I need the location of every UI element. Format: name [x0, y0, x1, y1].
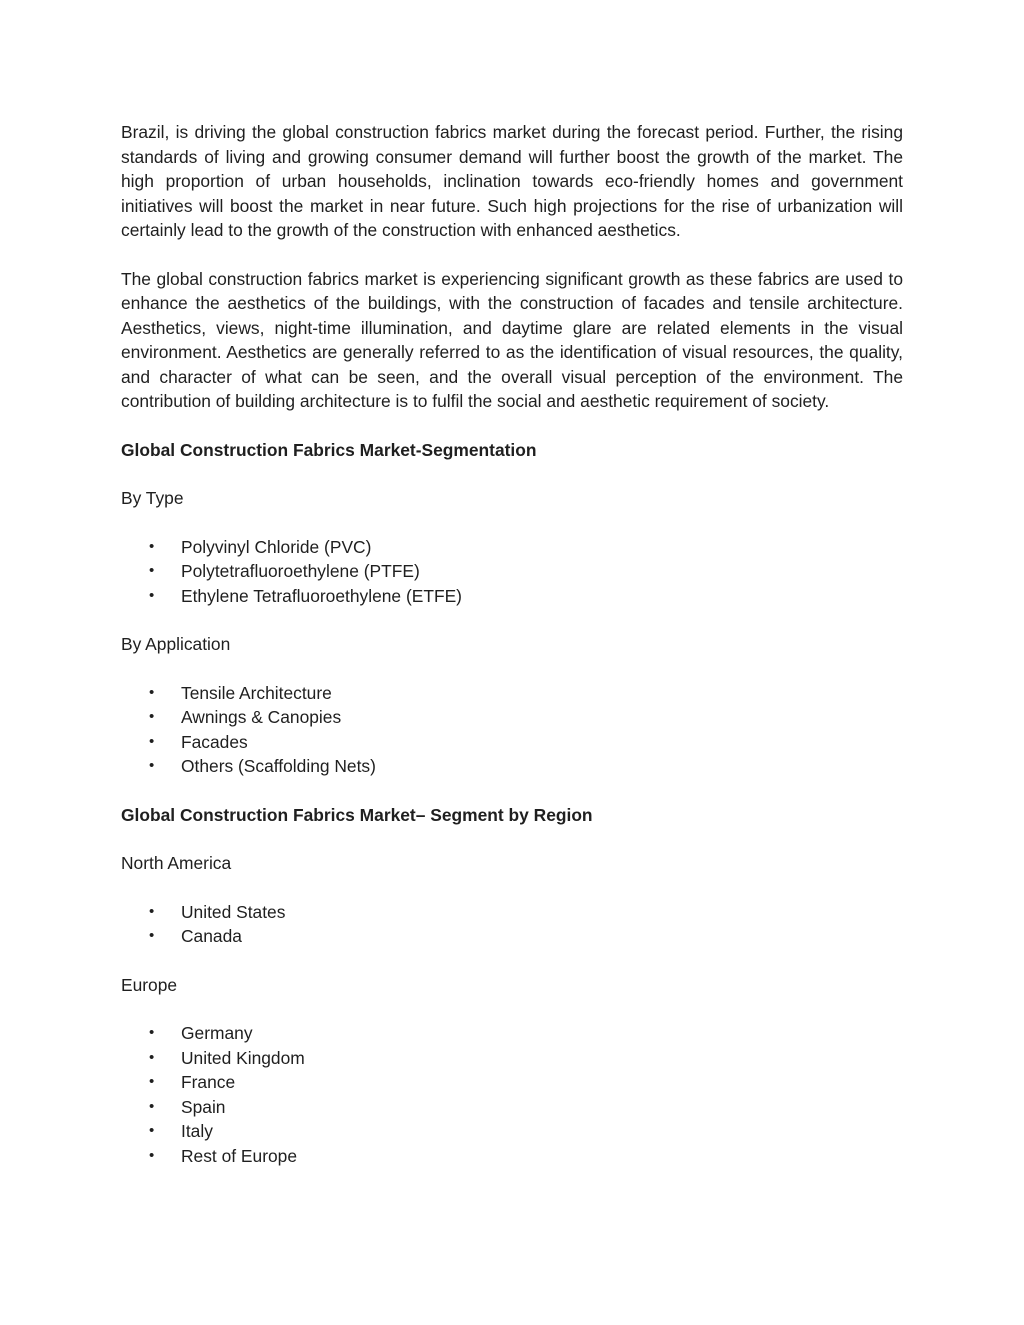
bullet-icon: •: [149, 1048, 155, 1066]
bullet-icon: •: [149, 927, 155, 944]
north-america-list: [121, 900, 903, 949]
list-item: • Facades: [121, 730, 903, 755]
north-america-label: North America: [121, 853, 232, 873]
intro-paragraph: Brazil, is driving the global construction fabrics market during the forecast period. Further, the rising standards of living and growing consumer demand will further boost the growth of the market. The high proportion of urban households, inclination towards eco-friendly homes and government initiatives will boost the market in near future. Such high projections for the rise of urbanization will certainly lead to the growth of the construction with enhanced aesthetics.: [121, 122, 903, 240]
region-heading: Global Construction Fabrics Market– Segment by Region: [121, 804, 593, 825]
list-item: • Polyvinyl Chloride (PVC): [121, 535, 903, 560]
list-item: • France: [121, 1070, 903, 1095]
list-item: • United Kingdom: [121, 1046, 903, 1071]
list-item: • Awnings & Canopies: [121, 705, 903, 730]
list-item: • Italy: [121, 1119, 903, 1144]
bullet-icon: •: [149, 586, 155, 604]
bullet-icon: •: [149, 683, 155, 701]
bullet-icon: •: [149, 757, 155, 774]
list-item: • Rest of Europe: [121, 1144, 903, 1169]
bullet-icon: •: [149, 1097, 155, 1115]
europe-label: Europe: [121, 974, 178, 995]
by-application-label: By Application: [121, 634, 231, 654]
bullet-icon: •: [149, 537, 155, 555]
list-item: • Spain: [121, 1095, 903, 1120]
list-item: • Ethylene Tetrafluoroethylene (ETFE): [121, 584, 903, 609]
list-item: • Others (Scaffolding Nets): [121, 754, 903, 779]
bullet-icon: •: [149, 1024, 155, 1041]
by-type-list: [121, 535, 903, 609]
bullet-icon: •: [149, 902, 155, 920]
bullet-icon: •: [149, 1122, 155, 1139]
bullet-icon: •: [149, 708, 155, 725]
list-item: • United States: [121, 900, 903, 925]
list-item: • Canada: [121, 924, 903, 949]
aesthetics-paragraph: The global construction fabrics market is experiencing significant growth as these fabrics are used to enhance the aesthetics of the buildings, with the construction of facades and tensile architecture. Aesthetics, views, night-time illumination, and daytime glare are related elements in the visual environment. Aesthetics are generally referred to as the identification of visual resources, the quality, and character of what can be seen, and the overall visual perception of the environment. The contribution of building architecture is to fulfil the social and aesthetic requirement of society.: [121, 268, 903, 411]
bullet-icon: •: [149, 1073, 155, 1090]
bullet-icon: •: [149, 732, 155, 750]
bullet-icon: •: [149, 1146, 155, 1164]
list-item: • Germany: [121, 1021, 903, 1046]
europe-list: [121, 1021, 903, 1168]
list-item: • Tensile Architecture: [121, 681, 903, 706]
bullet-icon: •: [149, 562, 155, 579]
by-type-label: By Type: [121, 488, 184, 508]
segmentation-heading: Global Construction Fabrics Market-Segmentation: [121, 439, 537, 460]
list-item: • Polytetrafluoroethylene (PTFE): [121, 559, 903, 584]
by-application-list: [121, 681, 903, 779]
document-page: [121, 120, 903, 1192]
